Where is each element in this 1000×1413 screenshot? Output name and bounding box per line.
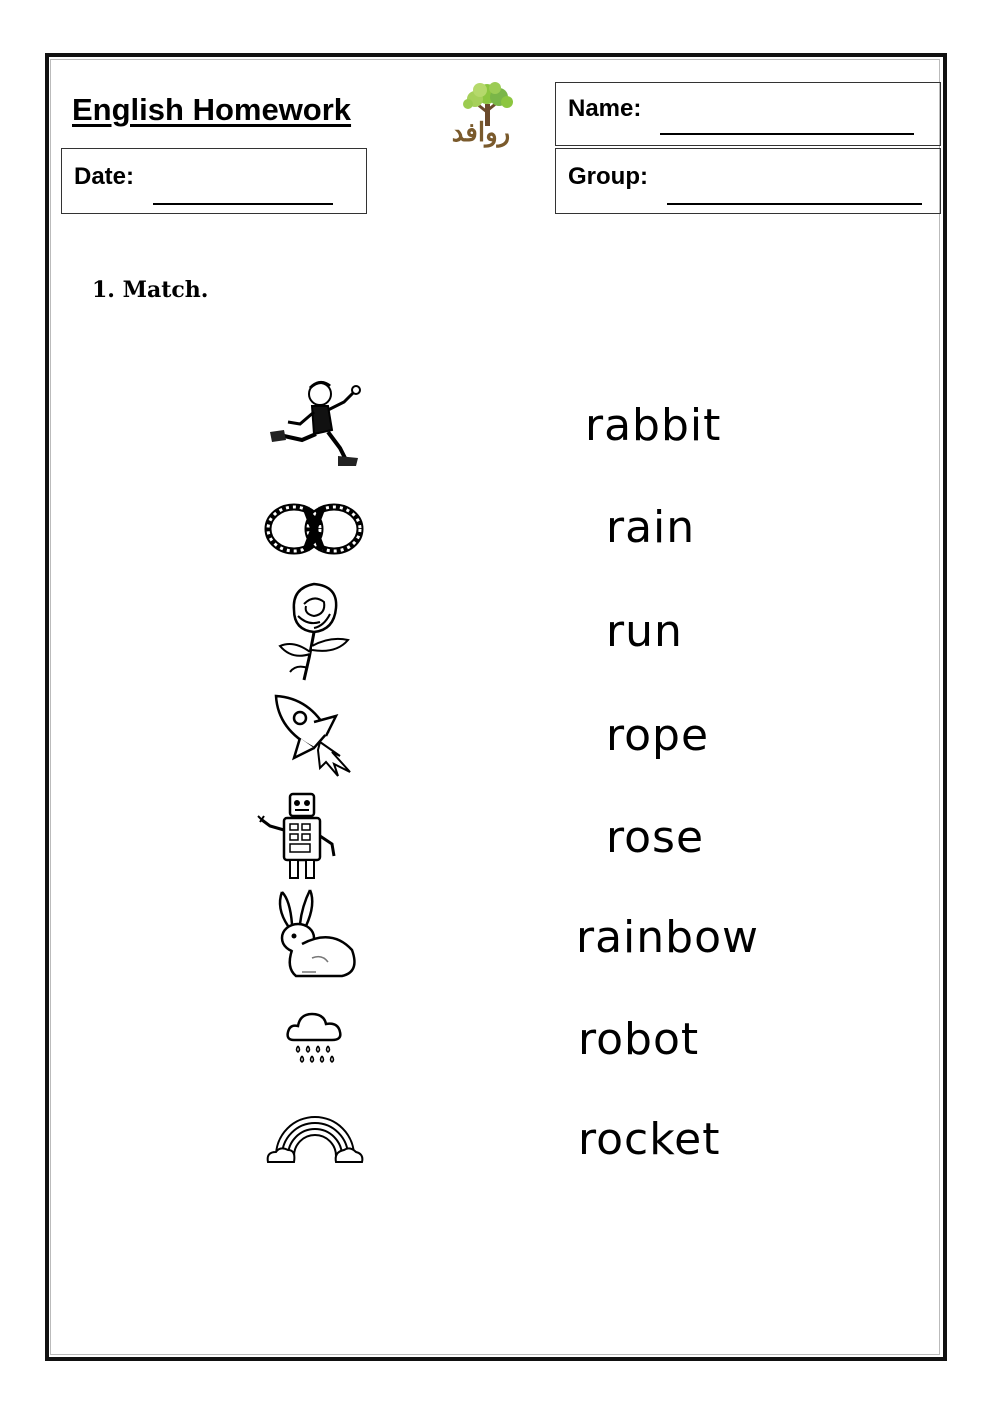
word-rabbit[interactable]: rabbit <box>585 400 722 451</box>
word-rope[interactable]: rope <box>606 710 710 761</box>
rain-cloud-icon[interactable] <box>284 1006 346 1068</box>
group-blank[interactable] <box>667 181 922 205</box>
robot-icon[interactable] <box>256 790 344 884</box>
rope-icon[interactable] <box>264 500 364 558</box>
page-title: English Homework <box>72 92 352 127</box>
word-rain[interactable]: rain <box>606 502 696 553</box>
name-field[interactable] <box>555 82 941 146</box>
word-rose[interactable]: rose <box>606 812 705 863</box>
group-label: Group: <box>568 163 648 190</box>
date-blank[interactable] <box>153 181 333 205</box>
word-run[interactable]: run <box>606 606 683 657</box>
word-rocket[interactable]: rocket <box>578 1114 721 1165</box>
logo-text: روافد <box>451 118 511 148</box>
instruction: 1. Match. <box>92 277 209 303</box>
worksheet-inner-border <box>50 59 940 1355</box>
date-label: Date: <box>74 163 135 190</box>
rainbow-icon[interactable] <box>266 1104 364 1166</box>
name-blank[interactable] <box>660 111 914 135</box>
name-label: Name: <box>568 95 642 122</box>
word-rainbow[interactable]: rainbow <box>576 912 759 963</box>
word-robot[interactable]: robot <box>578 1014 700 1065</box>
date-field[interactable] <box>61 148 367 214</box>
rabbit-icon[interactable] <box>272 888 362 984</box>
rocket-icon[interactable] <box>270 692 358 780</box>
running-boy-icon[interactable] <box>262 378 368 474</box>
group-field[interactable] <box>555 148 941 214</box>
rose-icon[interactable] <box>274 580 356 684</box>
